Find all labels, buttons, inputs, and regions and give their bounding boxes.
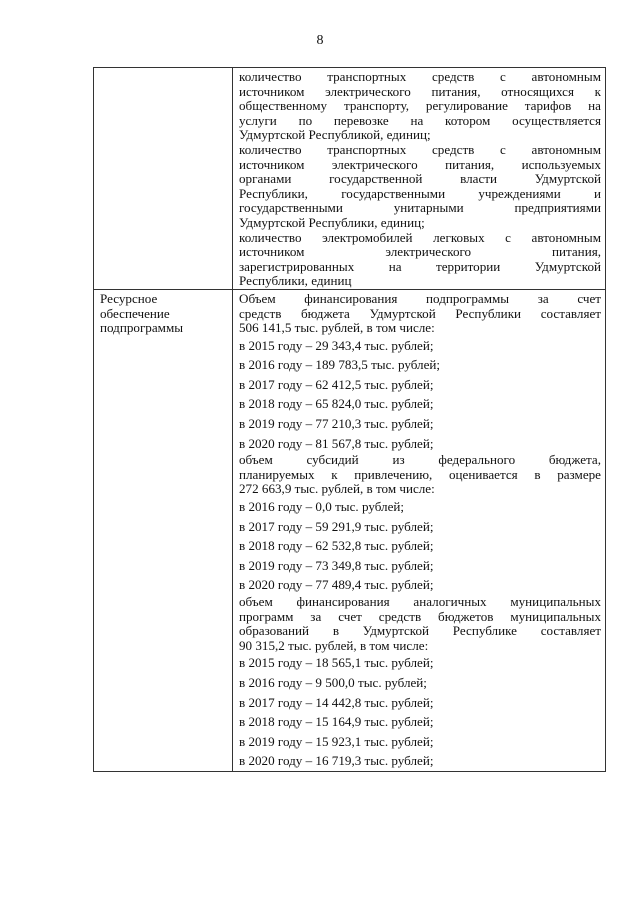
funding-year-item: в 2017 году – 14 442,8 тыс. рублей; [239,694,434,710]
funding-year-item: в 2018 году – 62 532,8 тыс. рублей; [239,538,434,554]
funding-year-item: в 2016 году – 189 783,5 тыс. рублей; [239,357,441,373]
text-line: общественному транспорту, регулирование тарифов на [239,98,601,114]
text-line: объем субсидий из федерального бюджета, [239,452,601,468]
funding-year-item: в 2019 году – 73 349,8 тыс. рублей; [239,557,434,573]
funding-year-item: в 2020 году – 77 489,4 тыс. рублей; [239,577,434,593]
funding-year-item: в 2019 году – 15 923,1 тыс. рублей; [239,733,434,749]
text-line: государственными унитарными предприятиями [239,200,601,216]
text-line: объем финансирования аналогичных муниципальных [239,594,601,609]
page-number: 8 [316,33,324,48]
label-line: обеспечение [100,305,170,321]
funding-year-item: в 2020 году – 81 567,8 тыс. рублей; [239,435,434,451]
indicator-paragraph [239,143,601,231]
funding-year-item: в 2016 году – 0,0 тыс. рублей; [239,499,405,515]
indicator-paragraph [239,231,601,289]
text-line: Удмуртской Республикой, единиц; [239,127,431,143]
funding-intro-paragraph [239,453,601,497]
funding-year-item: в 2020 году – 16 719,3 тыс. рублей; [239,753,434,769]
text-line: образований в Удмуртской Республике составляет [239,623,601,639]
funding-year-item: в 2017 году – 62 412,5 тыс. рублей; [239,376,434,392]
funding-year-item: в 2018 году – 65 824,0 тыс. рублей; [239,396,434,412]
funding-year-item: в 2018 году – 15 164,9 тыс. рублей; [239,714,434,730]
row1-label-cell [94,68,233,290]
row1-content-cell [233,68,606,290]
text-line: программ за счет средств бюджетов муниципальных [239,608,601,624]
text-line: количество транспортных средств с автономным [239,69,601,84]
funding-intro-paragraph [239,292,601,336]
text-line: Удмуртской Республики, единиц; [239,214,425,230]
row2-label-cell [94,289,233,771]
row2-content-cell [233,289,606,771]
text-line: источником электрического питания, используемых [239,156,601,172]
text-line: Республики, государственными учреждениями и [239,185,601,201]
funding-year-item: в 2017 году – 59 291,9 тыс. рублей; [239,518,434,534]
text-line: зарегистрированных на территории Удмуртской [239,258,601,274]
label-line: подпрограммы [100,320,184,336]
text-line: Республики, единиц [239,273,352,289]
table-row-indicators [94,68,606,290]
text-line: планируемых к привлечению, оценивается в размере [239,466,601,482]
text-line: количество транспортных средств с автономным [239,141,601,157]
funding-year-item: в 2016 году – 9 500,0 тыс. рублей; [239,674,427,690]
text-line: 506 141,5 тыс. рублей, в том числе: [239,320,435,336]
subprogram-passport-table [93,67,606,772]
text-line: средств бюджета Удмуртской Республики составляет [239,305,601,321]
indicator-paragraph [239,70,601,143]
funding-year-item: в 2015 году – 18 565,1 тыс. рублей; [239,655,434,671]
text-line: 90 315,2 тыс. рублей, в том числе: [239,637,429,653]
funding-year-item: в 2019 году – 77 210,3 тыс. рублей; [239,416,434,432]
label-line: Ресурсное [100,290,158,306]
text-line: источником электрического питания, [239,244,601,260]
table-row-resources [94,289,606,771]
text-line: услуги по перевозке на котором осуществляется [239,112,601,128]
text-line: Объем финансирования подпрограммы за счет [239,290,601,306]
text-line: органами государственной власти Удмуртской [239,171,601,187]
text-line: источником электрического питания, относящихся к [239,83,601,99]
funding-year-item: в 2015 году – 29 343,4 тыс. рублей; [239,337,434,353]
text-line: 272 663,9 тыс. рублей, в том числе: [239,481,435,497]
text-line: количество электромобилей легковых с автономным [239,229,601,245]
funding-intro-paragraph [239,595,601,653]
